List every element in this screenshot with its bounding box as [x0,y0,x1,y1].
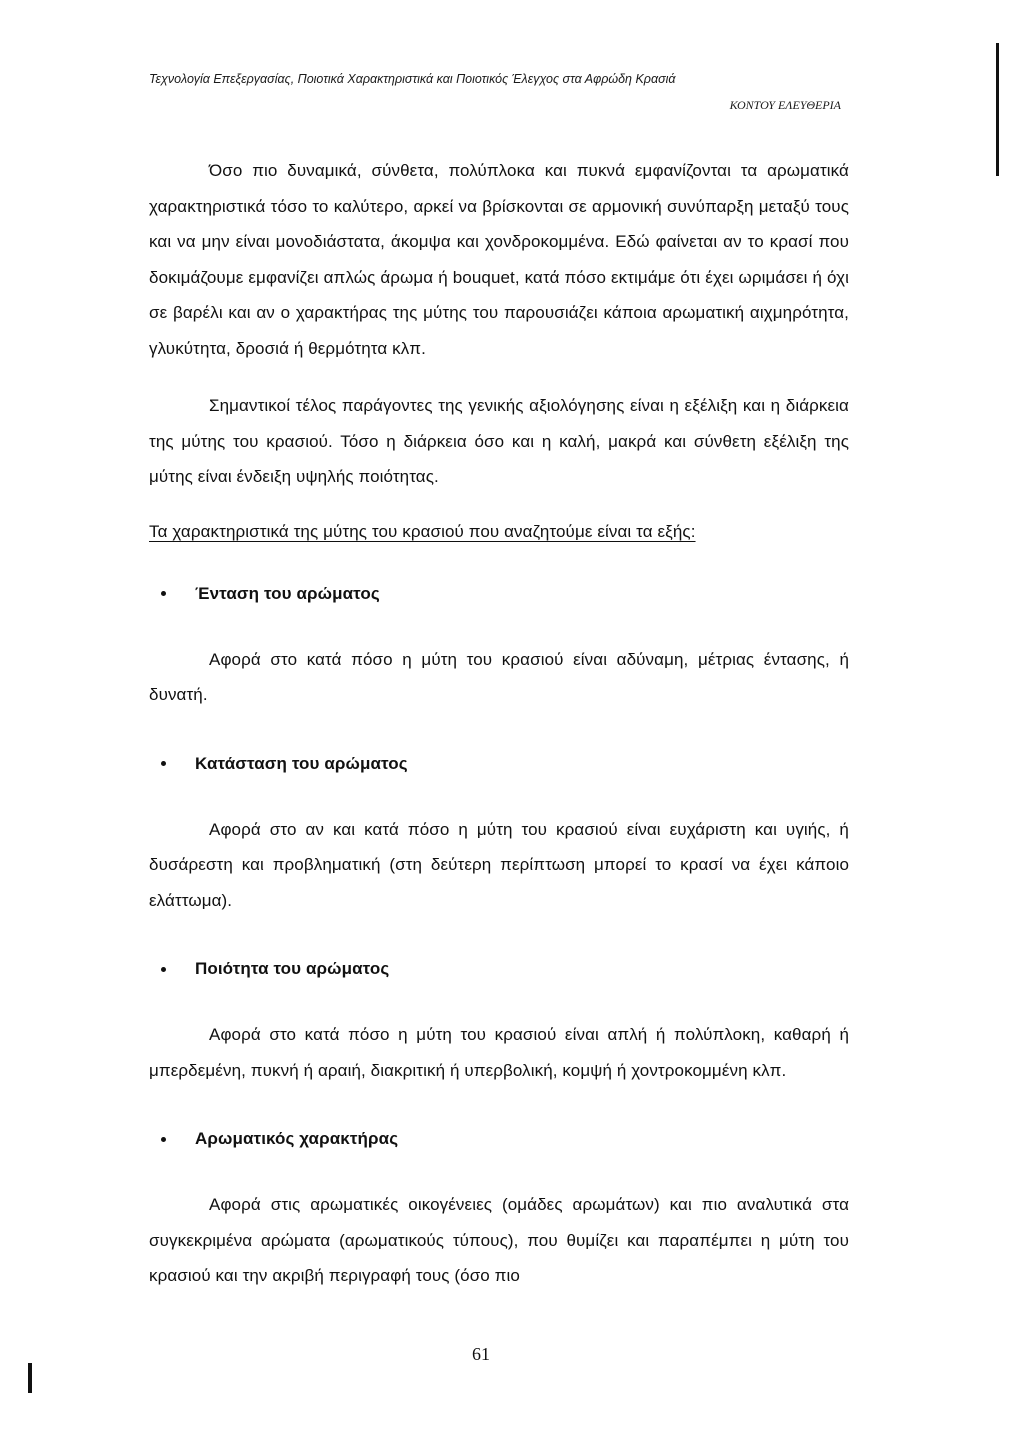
paragraph-aroma-complexity: Όσο πιο δυναμικά, σύνθετα, πολύπλοκα και πυκνά εμφανίζονται τα αρωματικά χαρακτηριστικά τόσο το καλύτερο, αρκεί να βρίσκονται σε αρμονική συνύπαρξη μεταξύ τους και να μην είναι μονοδιάστατα, άκομψα και χονδροκομμένα. Εδώ φαίνεται αν το κρασί που δοκιμάζουμε εμφανίζει απλώς άρωμα ή bouquet, κατά πόσο εκτιμάμε ότι έχει ωριμάσει ή όχι σε βαρέλι και αν ο χαρακτήρας της μύτης του παρουσιάζει κάποια αρωματική αιχμηρότητα, γλυκύτητα, δροσιά ή θερμότητα κλπ. [149,161,849,358]
characteristic-heading-character [161,1124,849,1154]
bullet-icon [161,967,166,972]
page-body [149,153,849,1294]
characteristic-heading-condition [161,749,849,779]
paragraph-evolution-duration: Σημαντικοί τέλος παράγοντες της γενικής αξιολόγησης είναι η εξέλιξη και η διάρκεια της μύτης του κρασιού. Τόσο η διάρκεια όσο και η καλή, μακρά και σύνθετη εξέλιξη της μύτης είναι ένδειξη υψηλής ποιότητας. [149,396,849,486]
characteristic-title: Ένταση του αρώματος [195,583,380,603]
characteristic-heading-intensity [161,579,849,609]
page-number: 61 [472,1344,490,1364]
characteristic-title: Ποιότητα του αρώματος [195,959,390,978]
bullet-icon [161,761,166,766]
bullet-icon [161,1137,166,1142]
scan-edge-mark-left [28,1363,32,1393]
characteristic-description-condition: Αφορά στο αν και κατά πόσο η μύτη του κρασιού είναι ευχάριστη και υγιής, ή δυσάρεστη και προβληματική (στη δεύτερη περίπτωση μπορεί το κρασί να έχει κάποιο ελάττωμα). [149,819,849,910]
running-header-author: ΚΟΝΤΟΥ ΕΛΕΥΘΕΡΙΑ [729,98,841,112]
characteristic-description-intensity: Αφορά στο κατά πόσο η μύτη του κρασιού είναι αδύναμη, μέτριας έντασης, ή δυνατή. [149,649,849,704]
characteristic-description-character: Αφορά στις αρωματικές οικογένειες (ομάδες αρωμάτων) και πιο αναλυτικά στα συγκεκριμένα αρώματα (αρωματικούς τύπους), που θυμίζει και παραπέμπει η μύτη του κρασιού και την ακριβή περιγραφή τους (όσο πιο [149,1195,849,1285]
characteristic-title: Κατάσταση του αρώματος [195,753,408,773]
characteristic-title: Αρωματικός χαρακτήρας [195,1129,399,1148]
characteristics-intro: Τα χαρακτηριστικά της μύτης του κρασιού που αναζητούμε είναι τα εξής: [149,521,696,541]
characteristic-description-quality: Αφορά στο κατά πόσο η μύτη του κρασιού είναι απλή ή πολύπλοκη, καθαρή ή μπερδεμένη, πυκνή ή αραιή, διακριτική ή υπερβολική, κομψή ή χοντροκομμένη κλπ. [149,1025,849,1080]
running-header-title: Τεχνολογία Επεξεργασίας, Ποιοτικά Χαρακτηριστικά και Ποιοτικός Έλεγχος στα Αφρώδη Κρασιά [149,72,676,86]
characteristic-heading-quality [161,954,849,984]
bullet-icon [161,591,166,596]
scan-edge-mark-right [996,43,999,176]
